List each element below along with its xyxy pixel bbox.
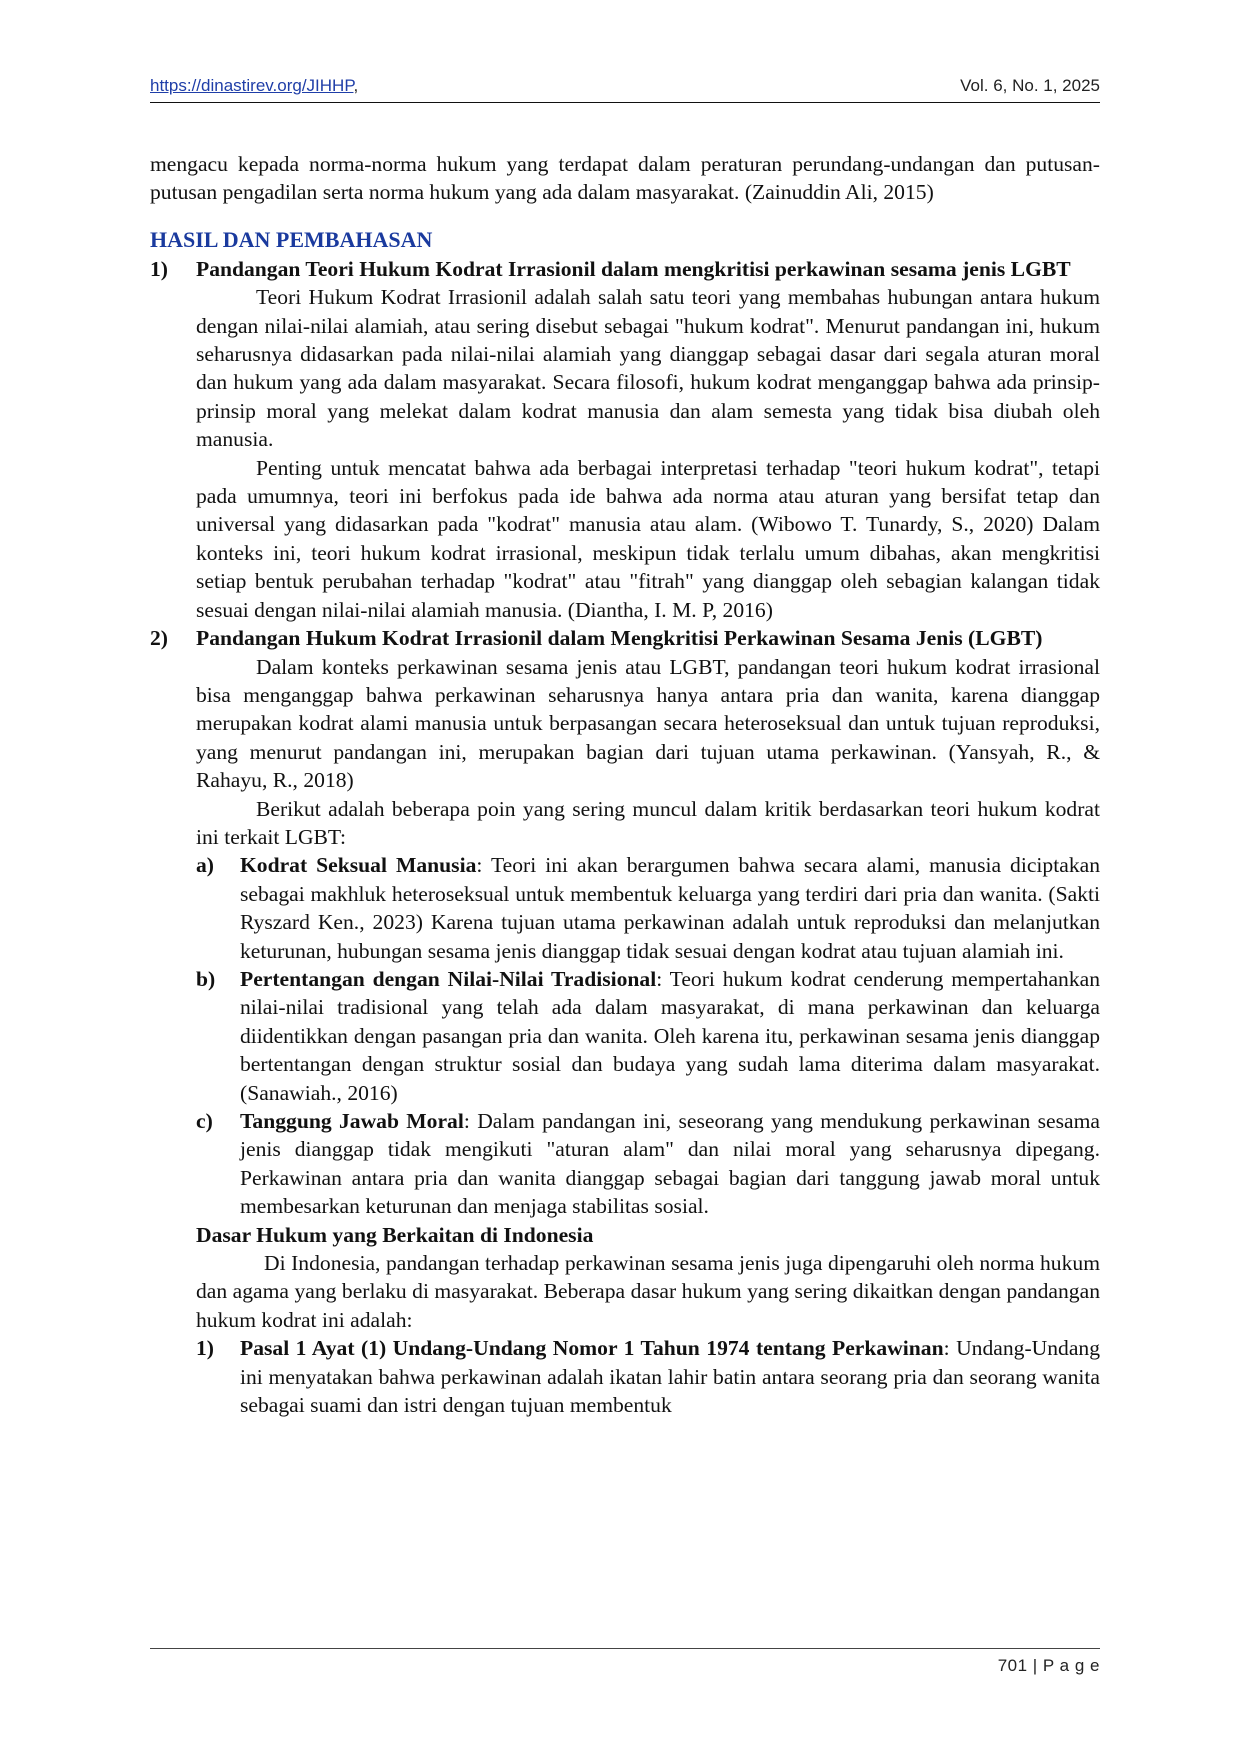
- paragraph: Di Indonesia, pandangan terhadap perkawinan sesama jenis juga dipengaruhi oleh norma hukum dan agama yang berlaku di masyarakat. Beberapa dasar hukum yang sering dikaitkan dengan pandangan hukum kodrat ini adalah:: [196, 1251, 1100, 1332]
- numbered-section-1: [150, 255, 1100, 624]
- list-term: Tanggung Jawab Moral: [240, 1109, 464, 1133]
- list-item: [196, 1334, 1100, 1419]
- footer-divider: [150, 1648, 1100, 1649]
- list-marker: 1): [196, 1336, 214, 1361]
- section-title: HASIL DAN PEMBAHASAN: [150, 226, 433, 252]
- paragraph: Dalam konteks perkawinan sesama jenis atau LGBT, pandangan teori hukum kodrat irrasional bisa menganggap bahwa perkawinan seharusnya hanya antara pria dan wanita, karena dianggap merupakan kodrat alami manusia untuk berpasangan secara heteroseksual dan untuk tujuan reproduksi, yang menurut pandangan ini, merupakan bagian dari tujuan utama perkawinan. (Yansyah, R., & Rahayu, R., 2018): [196, 654, 1100, 793]
- list-text: : Dalam pandangan ini, seseorang yang mendukung perkawinan sesama jenis dianggap tidak mengikuti "aturan alam" dan nilai moral yang seharusnya dipegang. Perkawinan antara pria dan wanita dianggap sebagai bagian dari tanggung jawab moral untuk membesarkan keturunan dan menjaga stabilitas sosial.: [240, 1109, 1100, 1219]
- article-body: [150, 150, 1100, 1419]
- section-marker: 2): [150, 626, 168, 651]
- numbered-section-2: [150, 624, 1100, 1419]
- document-page: [150, 70, 1100, 1700]
- list-text: : Teori hukum kodrat cenderung mempertahankan nilai-nilai tradisional yang telah ada dalam masyarakat, di mana perkawinan dan keluarga diidentikkan dengan pasangan pria dan wanita. Oleh karena itu, perkawinan sesama jenis dianggap bertentangan dengan struktur sosial dan budaya yang sudah lama diterima dalam masyarakat. (Sanawiah., 2016): [240, 966, 1100, 1105]
- list-item: [196, 965, 1100, 1107]
- journal-url: [150, 76, 358, 96]
- list-term: Pasal 1 Ayat (1) Undang-Undang Nomor 1 Tahun 1974 tentang Perkawinan: [240, 1336, 944, 1361]
- volume-label: Vol. 6, No. 1, 2025: [960, 76, 1100, 95]
- url-suffix: ,: [353, 76, 359, 95]
- section-marker: 1): [150, 256, 168, 281]
- section-heading: Pandangan Teori Hukum Kodrat Irrasionil dalam mengkritisi perkawinan sesama jenis LGBT: [196, 256, 1071, 281]
- intro-paragraph: mengacu kepada norma-norma hukum yang terdapat dalam peraturan perundang-undangan dan putusan-putusan pengadilan serta norma hukum yang ada dalam masyarakat. (Zainuddin Ali, 2015): [150, 152, 1100, 205]
- list-marker: b): [196, 966, 216, 991]
- paragraph: Penting untuk mencatat bahwa ada berbagai interpretasi terhadap "teori hukum kodrat", tetapi pada umumnya, teori ini berfokus pada ide bahwa ada norma atau aturan yang bersifat tetap dan universal yang didasarkan pada "kodrat" manusia atau alam. (Wibowo T. Tunardy, S., 2020) Dalam konteks ini, teori hukum kodrat irrasional, meskipun tidak terlalu umum dibahas, akan mengkritisi setiap bentuk perubahan terhadap "kodrat" atau "fitrah" yang dianggap oleh sebagian kalangan tidak sesuai dengan nilai-nilai alamiah manusia. (Diantha, I. M. P, 2016): [196, 455, 1100, 622]
- list-item: [196, 1107, 1100, 1221]
- list-term: Pertentangan dengan Nilai-Nilai Tradisional: [240, 966, 657, 991]
- subheading: Dasar Hukum yang Berkaitan di Indonesia: [196, 1222, 594, 1247]
- section-heading: Pandangan Hukum Kodrat Irrasionil dalam Mengkritisi Perkawinan Sesama Jenis (LGBT): [196, 626, 1043, 651]
- critique-points-list: [196, 851, 1100, 1220]
- legal-basis-list: [196, 1334, 1100, 1419]
- list-marker: c): [196, 1109, 213, 1133]
- paragraph: Teori Hukum Kodrat Irrasionil adalah salah satu teori yang membahas hubungan antara hukum dengan nilai-nilai alamiah, atau sering disebut sebagai "hukum kodrat". Menurut pandangan ini, hukum seharusnya didasarkan pada nilai-nilai alamiah yang dianggap sebagai dasar dari segala aturan moral dan hukum yang ada dalam masyarakat. Secara filosofi, hukum kodrat menganggap bahwa ada prinsip-prinsip moral yang melekat dalam kodrat manusia dan alam semesta yang tidak bisa diubah oleh manusia.: [196, 285, 1100, 452]
- list-text: : Teori ini akan berargumen bahwa secara alami, manusia diciptakan sebagai makhluk heteroseksual untuk membentuk keluarga yang terdiri dari pria dan wanita. (Sakti Ryszard Ken., 2023) Karena tujuan utama perkawinan adalah untuk reproduksi dan melanjutkan keturunan, hubungan sesama jenis dianggap tidak sesuai dengan kodrat atau tujuan alamiah ini.: [240, 853, 1100, 963]
- list-marker: a): [196, 853, 214, 878]
- list-item: [196, 851, 1100, 965]
- paragraph: Berikut adalah beberapa poin yang sering muncul dalam kritik berdasarkan teori hukum kodrat ini terkait LGBT:: [196, 796, 1100, 849]
- page-header: [150, 70, 1100, 104]
- journal-link[interactable]: https://dinastirev.org/JIHHP: [150, 76, 354, 95]
- header-divider: [150, 102, 1100, 103]
- list-text: : Undang-Undang ini menyatakan bahwa perkawinan adalah ikatan lahir batin antara seorang pria dan seorang wanita sebagai suami dan istri dengan tujuan membentuk: [240, 1336, 1101, 1418]
- list-term: Kodrat Seksual Manusia: [240, 853, 477, 878]
- page-number: 701 | P a g e: [997, 1656, 1100, 1675]
